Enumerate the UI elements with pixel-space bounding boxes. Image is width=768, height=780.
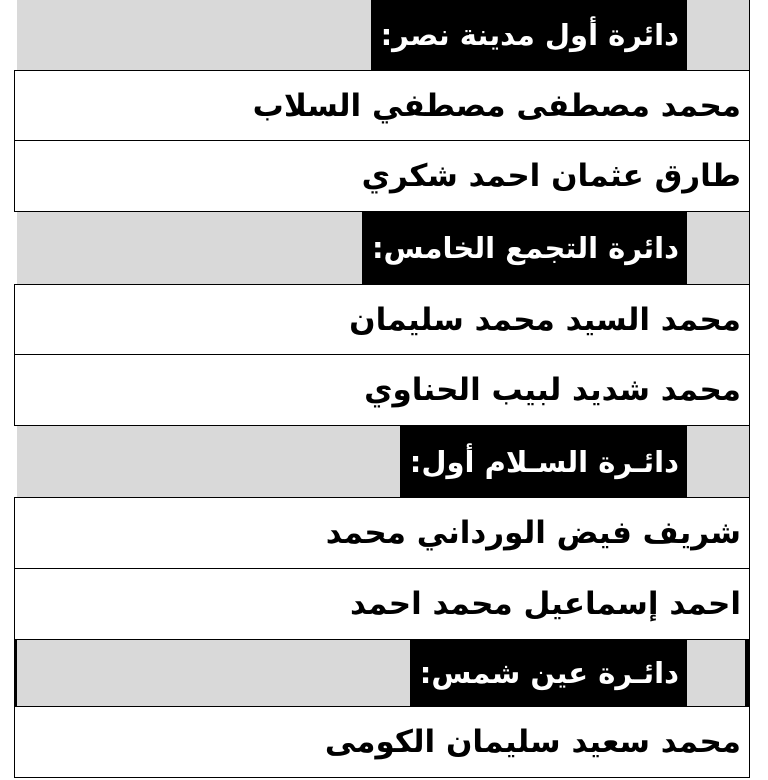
candidate-name: شريف فيض الورداني محمد [325, 515, 741, 551]
district-header [14, 640, 750, 706]
candidate-name: محمد شديد لبيب الحناوي [364, 372, 741, 408]
candidate-row [14, 141, 750, 212]
district-header [14, 212, 750, 284]
candidate-row [14, 569, 750, 640]
district-header-label: دائـرة عين شمس: [410, 640, 687, 706]
district-header-label: دائرة أول مدينة نصر: [371, 0, 687, 70]
candidate-row [14, 355, 750, 426]
candidate-row [14, 70, 750, 141]
candidate-name: طارق عثمان احمد شكري [361, 158, 741, 194]
candidate-name: احمد إسماعيل محمد احمد [350, 586, 741, 622]
candidate-name: محمد مصطفى مصطفي السلاب [252, 87, 741, 124]
district-header [14, 426, 750, 497]
district-header-label: دائـرة السـلام أول: [400, 426, 687, 497]
candidate-row [14, 284, 750, 355]
candidate-name: محمد سعيد سليمان الكومى [324, 724, 741, 760]
candidate-row [14, 706, 750, 778]
candidate-row [14, 497, 750, 569]
district-header-label: دائرة التجمع الخامس: [362, 212, 687, 284]
district-header [14, 0, 750, 70]
candidate-name: محمد السيد محمد سليمان [349, 301, 741, 338]
